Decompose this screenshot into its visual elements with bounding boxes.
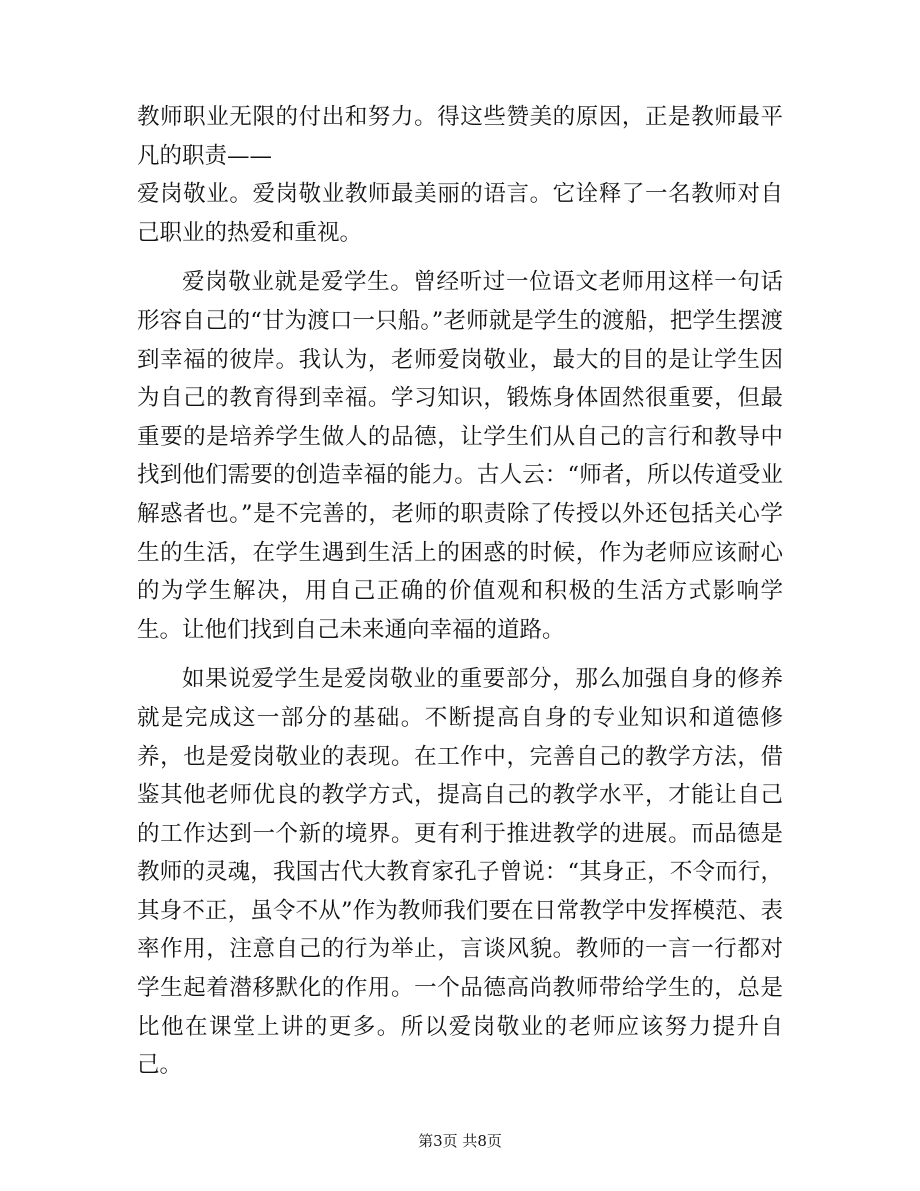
page-footer: 第3页 共8页 [418,1132,502,1150]
paragraph-2: 爱岗敬业。爱岗敬业教师最美丽的语言。它诠释了一名教师对自己职业的热爱和重视。 [137,181,783,246]
paragraph-4: 如果说爱学生是爱岗敬业的重要部分，那么加强自身的修养就是完成这一部分的基础。不断提高自身的专业知识和道德修养，也是爱岗敬业的表现。在工作中，完善自己的教学方法，借鉴其他老师优良的教学方式，提高自己的教学水平，才能让自己的工作达到一个新的境界。更有利于推进教学的进展。而品德是教师的灵魂，我国古代大教育家孔子曾说：“其身正，不令而行，其身不正，虽令不从”作为教师我们要在日常教学中发挥模范、表率作用，注意自己的行为举止，言谈风貌。教师的一言一行都对学生起着潜移默化的作用。一个品德高尚教师带给学生的，总是比他在课堂上讲的更多。所以爱岗敬业的老师应该努力提升自己。 [137,666,783,1079]
document-body [137,98,783,1085]
paragraph-3: 爱岗敬业就是爱学生。曾经听过一位语文老师用这样一句话形容自己的“甘为渡口一只船。”老师就是学生的渡船，把学生摆渡到幸福的彼岸。我认为，老师爱岗敬业，最大的目的是让学生因为自己的教育得到幸福。学习知识，锻炼身体固然很重要，但最重要的是培养学生做人的品德，让学生们从自己的言行和教导中找到他们需要的创造幸福的能力。古人云：“师者，所以传道受业解惑者也。”是不完善的，老师的职责除了传授以外还包括关心学生的生活，在学生遇到生活上的困惑的时候，作为老师应该耐心的为学生解决，用自己正确的价值观和积极的生活方式影响学生。让他们找到自己未来通向幸福的道路。 [137,269,783,643]
paragraph-1: 教师职业无限的付出和努力。得这些赞美的原因，正是教师最平凡的职责—— [137,104,783,169]
